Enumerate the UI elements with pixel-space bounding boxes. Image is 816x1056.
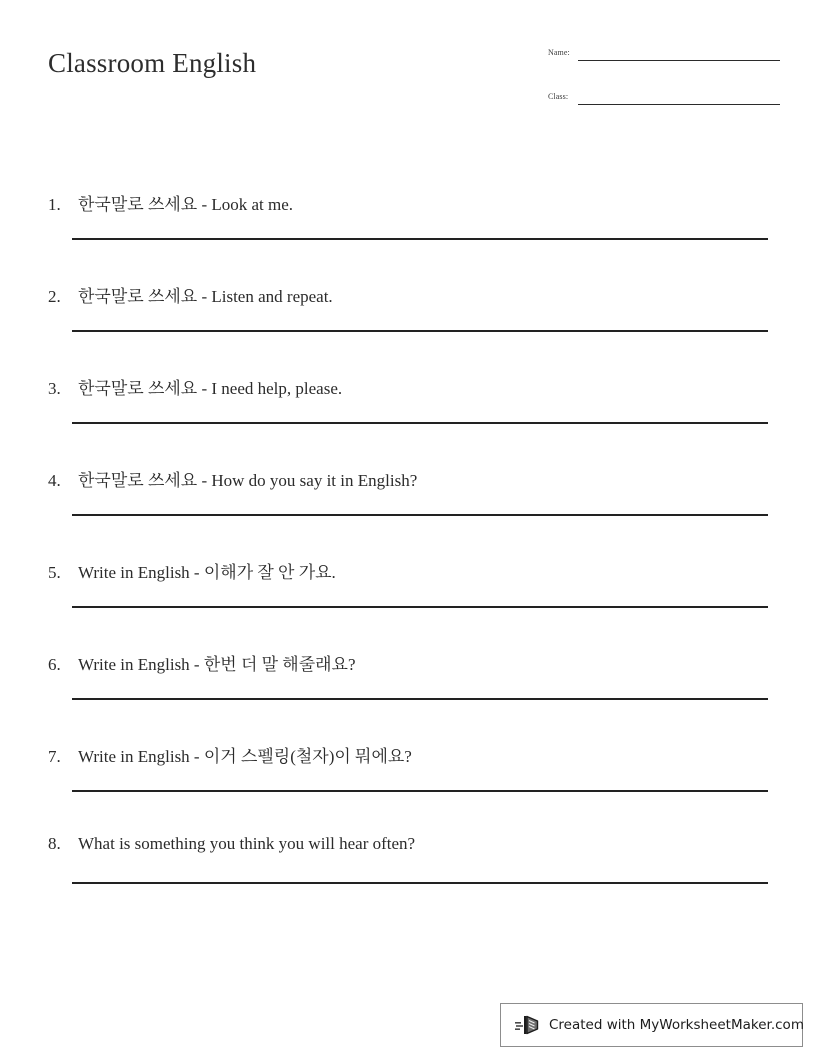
page-header xyxy=(0,0,816,150)
question-item xyxy=(0,650,816,742)
answer-line[interactable] xyxy=(72,790,768,792)
answer-line[interactable] xyxy=(72,238,768,240)
question-number: 4. xyxy=(48,471,61,490)
created-with-badge[interactable] xyxy=(500,1003,803,1047)
question-text: Write in English - 이거 스펠링(철자)이 뭐에요? xyxy=(78,747,412,766)
question-item xyxy=(0,558,816,650)
question-text: Write in English - 한번 더 말 해줄래요? xyxy=(78,655,356,674)
question-text: What is something you think you will hear often? xyxy=(78,834,416,853)
class-field-label: Class: xyxy=(548,92,569,101)
question-row xyxy=(48,282,768,307)
question-text: 한국말로 쓰세요 - I need help, please. xyxy=(78,379,343,398)
question-item xyxy=(0,190,816,282)
question-number: 5. xyxy=(48,563,61,582)
class-field-row xyxy=(548,90,780,112)
student-info-fields xyxy=(548,46,780,134)
answer-line[interactable] xyxy=(72,514,768,516)
question-item xyxy=(0,834,816,926)
question-row xyxy=(48,558,768,583)
class-field-input-line[interactable] xyxy=(578,104,780,105)
worksheet-maker-logo-icon xyxy=(515,1013,541,1037)
question-list xyxy=(0,190,816,926)
answer-line[interactable] xyxy=(72,330,768,332)
question-text: 한국말로 쓰세요 - Listen and repeat. xyxy=(78,287,333,306)
question-row xyxy=(48,834,768,854)
name-field-label: Name: xyxy=(548,48,570,57)
question-row xyxy=(48,190,768,215)
created-with-label: Created with MyWorksheetMaker.com xyxy=(549,1017,804,1033)
question-item xyxy=(0,282,816,374)
question-text: Write in English - 이해가 잘 안 가요. xyxy=(78,563,336,582)
question-text: 한국말로 쓰세요 - Look at me. xyxy=(78,195,294,214)
question-number: 3. xyxy=(48,379,61,398)
question-row xyxy=(48,742,768,767)
question-row xyxy=(48,650,768,675)
name-field-row xyxy=(548,46,780,68)
question-number: 8. xyxy=(48,834,61,853)
answer-line[interactable] xyxy=(72,882,768,884)
name-field-input-line[interactable] xyxy=(578,60,780,61)
question-item xyxy=(0,742,816,834)
question-item xyxy=(0,466,816,558)
question-number: 6. xyxy=(48,655,61,674)
question-item xyxy=(0,374,816,466)
question-number: 2. xyxy=(48,287,61,306)
question-row xyxy=(48,374,768,399)
question-number: 1. xyxy=(48,195,61,214)
question-text: 한국말로 쓰세요 - How do you say it in English? xyxy=(78,471,418,490)
question-number: 7. xyxy=(48,747,61,766)
answer-line[interactable] xyxy=(72,422,768,424)
question-row xyxy=(48,466,768,491)
answer-line[interactable] xyxy=(72,606,768,608)
page-title: Classroom English xyxy=(48,48,257,78)
answer-line[interactable] xyxy=(72,698,768,700)
